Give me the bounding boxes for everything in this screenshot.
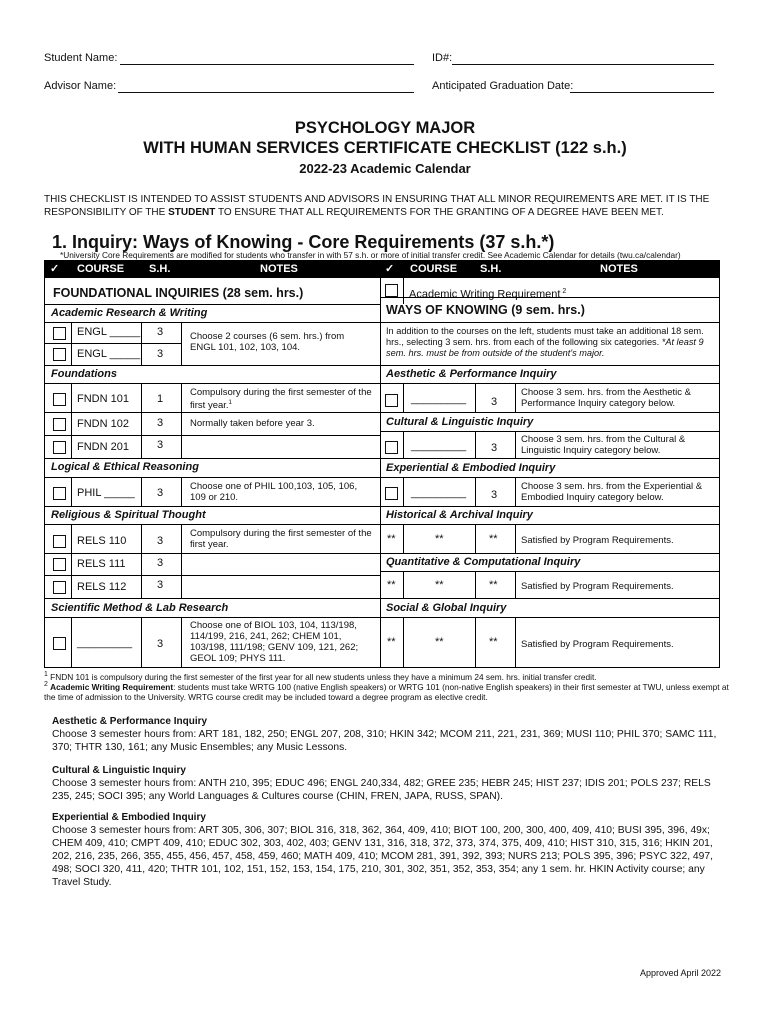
aesthetic-course[interactable]: _________ [411, 393, 467, 405]
historical-heading: Historical & Archival Inquiry [386, 509, 533, 521]
cultural-sh: 3 [491, 442, 498, 454]
rels111-course: RELS 111 [77, 558, 126, 570]
advisor-name-label: Advisor Name: [44, 80, 117, 92]
aesthetic-heading: Aesthetic & Performance Inquiry [386, 368, 557, 380]
fndn101-course: FNDN 101 [77, 393, 129, 405]
notes-header: NOTES [260, 263, 298, 275]
experiential-checkbox[interactable] [385, 487, 398, 500]
advisor-name-field[interactable] [118, 92, 414, 93]
student-name-label: Student Name: [44, 52, 118, 64]
cultural-list-heading: Cultural & Linguistic Inquiry [52, 765, 186, 776]
cultural-heading: Cultural & Linguistic Inquiry [386, 416, 534, 428]
fndn102-sh: 3 [157, 417, 164, 429]
ways-of-knowing-heading: WAYS OF KNOWING (9 sem. hrs.) [386, 303, 585, 317]
religious-thought-heading: Religious & Spiritual Thought [51, 509, 206, 521]
quantitative-note: Satisfied by Program Requirements. [521, 581, 674, 592]
graduation-date-label: Anticipated Graduation Date: [432, 80, 574, 92]
fndn102-checkbox[interactable] [53, 418, 66, 431]
check-header: ✓ [50, 263, 60, 275]
section-note: *University Core Requirements are modified for students who transfer in with 57 s.h. or more of initial transfer credit. See Academic Calendar for details (twu.ca/calendar) [60, 250, 681, 260]
social-check-stars: ** [387, 636, 396, 648]
academic-writing-checkbox[interactable] [385, 284, 398, 297]
rels111-sh: 3 [157, 557, 164, 569]
historical-sh-stars: ** [489, 533, 498, 545]
id-label: ID#: [432, 52, 453, 64]
historical-course-stars: ** [435, 533, 444, 545]
student-name-field[interactable] [120, 64, 414, 65]
experiential-sh: 3 [491, 489, 498, 501]
experiential-note: Choose 3 sem. hrs. from the Experiential & Embodied Inquiry category below. [521, 481, 703, 503]
aesthetic-checkbox[interactable] [385, 394, 398, 407]
footnote-2: $^2$ Academic Writing Requirement: students must take WRTG 100 (native English speakers) or WRTG 101 (non-native English speakers) in their first semester at TWU, unless exempt at the time of admission to the University. WRTG course credit may be included toward a degree program as elective credit. [44, 681, 729, 702]
rels110-note: Compulsory during the first semester of the first year. [190, 528, 372, 550]
social-course-stars: ** [435, 636, 444, 648]
rels112-sh: 3 [157, 579, 164, 591]
rels110-checkbox[interactable] [53, 535, 66, 548]
engl-1-sh: 3 [157, 326, 164, 338]
page-title: PSYCHOLOGY MAJOR [294, 119, 476, 137]
engl-2-course[interactable]: ENGL _____ [77, 348, 141, 360]
experiential-list-heading: Experiential & Embodied Inquiry [52, 812, 206, 823]
engl-1-course[interactable]: ENGL _____ [77, 326, 141, 338]
fndn201-course: FNDN 201 [77, 441, 129, 453]
sh-header: S.H. [149, 263, 171, 275]
check-header: ✓ [385, 263, 395, 275]
ways-note: In addition to the courses on the left, students must take an additional 18 sem. hrs., selecting 3 sem. hrs. from each of the following six categories. *At least 9 sem. hrs. must be from outside of the student's major. [386, 326, 704, 358]
fndn101-sh: 1 [157, 393, 164, 405]
engl-2-sh: 3 [157, 348, 164, 360]
rels112-course: RELS 112 [77, 581, 127, 593]
experiential-course[interactable]: _________ [411, 487, 467, 499]
science-sh: 3 [157, 638, 164, 650]
academic-research-heading: Academic Research & Writing [51, 307, 208, 319]
engl-1-checkbox[interactable] [53, 327, 66, 340]
cultural-checkbox[interactable] [385, 441, 398, 454]
right-table-header [380, 261, 720, 278]
fndn102-course: FNDN 102 [77, 418, 129, 430]
left-table-header [45, 261, 380, 278]
historical-note: Satisfied by Program Requirements. [521, 535, 674, 546]
engl-note: Choose 2 courses (6 sem. hrs.) from ENGL 101, 102, 103, 104. [190, 331, 345, 353]
aesthetic-note: Choose 3 sem. hrs. from the Aesthetic & Performance Inquiry category below. [521, 387, 692, 409]
foundations-heading: Foundations [51, 368, 117, 380]
foundational-inquiries-heading: FOUNDATIONAL INQUIRIES (28 sem. hrs.) [53, 286, 304, 300]
academic-calendar: 2022-23 Academic Calendar [299, 161, 471, 176]
science-checkbox[interactable] [53, 637, 66, 650]
fndn102-note: Normally taken before year 3. [190, 418, 315, 429]
course-header: COURSE [410, 263, 458, 275]
rels110-sh: 3 [157, 535, 164, 547]
intro-text: THIS CHECKLIST IS INTENDED TO ASSIST STUDENTS AND ADVISORS IN ENSURING THAT ALL MINOR REQUIREMENTS ARE MET. IT IS THE RESPONSIBILITY OF THE STUDENT TO ENSURE THAT ALL REQUIREMENTS FOR THE GRANTING OF A DEGREE HAVE BEEN MET. [44, 194, 710, 218]
social-global-heading: Social & Global Inquiry [386, 602, 507, 614]
notes-header: NOTES [600, 263, 638, 275]
cultural-note: Choose 3 sem. hrs. from the Cultural & Linguistic Inquiry category below. [521, 434, 686, 456]
sh-header: S.H. [480, 263, 502, 275]
quantitative-check-stars: ** [387, 579, 396, 591]
quantitative-course-stars: ** [435, 579, 444, 591]
logical-reasoning-heading: Logical & Ethical Reasoning [51, 461, 199, 473]
science-course[interactable]: _________ [77, 637, 133, 649]
experiential-list: Choose 3 semester hours from: ART 305, 306, 307; BIOL 316, 318, 362, 364, 409, 410; BIOT 100, 200, 300, 400, 409, 410; BUSI 395, 396, 49x; CHEM 409, 410; CMPT 409, 410; EDUC 302, 303, 402, 403; GENV 131, 316, 318, 372, 373, 374, 375, 409, 410; HIST 310, 315, 316; HKIN 201, 202, 216, 235, 266, 355, 455, 456, 457, 458, 459, 460; MATH 409, 410; MCOM 281, 391, 392, 393; NURS 213; POLS 395, 396; PSYC 322, 497, 498; SOCI 320, 411, 420; THTR 101, 102, 151, 152, 153, 154, 175, 210, 301, 302, 351, 352, 353, 354; any 1 sem. hr. HKIN Activity course; any Travel Study. [52, 825, 713, 888]
rels110-course: RELS 110 [77, 535, 127, 547]
page-subtitle: WITH HUMAN SERVICES CERTIFICATE CHECKLIST (122 s.h.) [143, 139, 627, 157]
section-title: 1. Inquiry: Ways of Knowing - Core Requirements (37 s.h.*) [52, 232, 555, 252]
cultural-list: Choose 3 semester hours from: ANTH 210, 395; EDUC 496; ENGL 240,334, 482; GREE 235; HEBR 245; HIST 237; IDIS 201; POLS 237; RELS 235, 245; SOCI 395; any World Languages & Cultures course (CHIN, FREN, JAPA, RUSS, SPAN). [52, 778, 711, 802]
course-header: COURSE [77, 263, 125, 275]
phil-checkbox[interactable] [53, 487, 66, 500]
academic-writing-requirement: Academic Writing Requirement $^2$ [409, 288, 567, 301]
experiential-heading: Experiential & Embodied Inquiry [386, 462, 556, 474]
cultural-course[interactable]: _________ [411, 440, 467, 452]
engl-2-checkbox[interactable] [53, 348, 66, 361]
historical-check-stars: ** [387, 533, 396, 545]
phil-sh: 3 [157, 487, 164, 499]
quantitative-heading: Quantitative & Computational Inquiry [386, 556, 581, 568]
fndn201-checkbox[interactable] [53, 441, 66, 454]
phil-course[interactable]: PHIL _____ [77, 487, 135, 499]
checklist-table [44, 260, 720, 668]
aesthetic-list-heading: Aesthetic & Performance Inquiry [52, 716, 208, 727]
social-sh-stars: ** [489, 636, 498, 648]
scientific-method-heading: Scientific Method & Lab Research [51, 602, 229, 614]
fndn101-note: Compulsory during the first semester of the first year.$^1$ [190, 387, 372, 412]
fndn101-checkbox[interactable] [53, 393, 66, 406]
phil-note: Choose one of PHIL 100,103, 105, 106, 109 or 210. [190, 481, 358, 503]
quantitative-sh-stars: ** [489, 579, 498, 591]
science-note: Choose one of BIOL 103, 104, 113/198, 114/199, 216, 241, 262; CHEM 101, 103/198, 111/198; GENV 109, 121, 262; GEOL 109; PHYS 111. [190, 620, 359, 664]
social-note: Satisfied by Program Requirements. [521, 639, 674, 650]
aesthetic-list: Choose 3 semester hours from: ART 181, 182, 250; ENGL 207, 208, 310; HKIN 342; MCOM 211, 221, 231, 369; MUSI 110; PHIL 370; SAMC 111, 370; THTR 130, 161; any Music Ensembles; any Music Lessons. [52, 729, 717, 753]
rels111-checkbox[interactable] [53, 558, 66, 571]
aesthetic-sh: 3 [491, 396, 498, 408]
footnote-1: $^1$ FNDN 101 is compulsory during the first semester of the first year for all new students unless they have a minimum 24 sem. hrs. initial transfer credit. [44, 671, 597, 682]
approved-date: Approved April 2022 [640, 968, 722, 978]
graduation-date-field[interactable] [570, 92, 714, 93]
fndn201-sh: 3 [157, 439, 164, 451]
id-field[interactable] [452, 64, 714, 65]
rels112-checkbox[interactable] [53, 581, 66, 594]
